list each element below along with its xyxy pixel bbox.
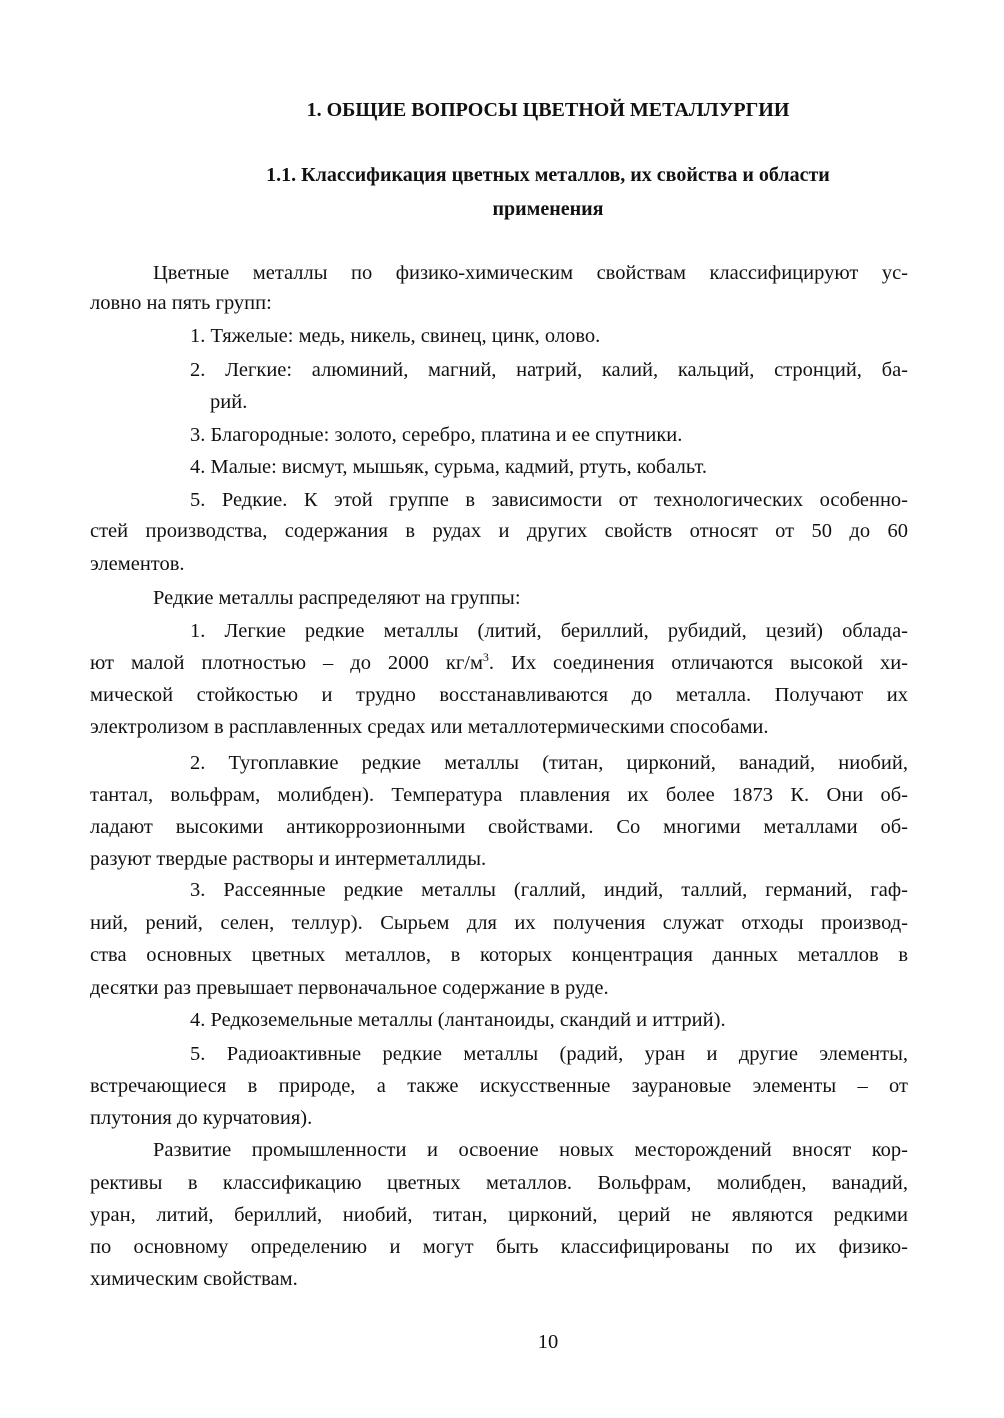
text-line	[190, 324, 600, 348]
text-line	[90, 1267, 298, 1291]
text-line	[90, 291, 272, 315]
text-segment: ловно на пять групп:	[90, 292, 272, 314]
text-segment: ний, рений, селен, теллур). Сырьем для их получения служат отходы производ-	[90, 912, 908, 934]
text-line	[90, 651, 908, 675]
text-line	[153, 1138, 908, 1162]
text-segment: 1. Легкие редкие металлы (литий, бериллий, рубидий, цезий) облада-	[190, 620, 908, 642]
text-line	[153, 586, 521, 610]
section-title-line-2: применения	[492, 198, 604, 220]
text-segment: десятки раз превышает первоначальное содержание в руде.	[90, 977, 609, 999]
text-line	[190, 751, 908, 775]
text-segment: уран, литий, бериллий, ниобий, титан, цирконий, церий не являются редкими	[90, 1204, 908, 1226]
text-line	[90, 1171, 908, 1195]
text-segment: 5. Редкие. К этой группе в зависимости от технологических особенно-	[190, 489, 908, 511]
text-segment: рективы в классификацию цветных металлов. Вольфрам, молибден, ванадий,	[90, 1172, 908, 1194]
text-segment: . Их соединения отличаются высокой хи-	[488, 652, 909, 674]
text-line	[190, 358, 908, 382]
text-line	[190, 878, 908, 902]
text-line	[190, 1008, 726, 1032]
text-line	[90, 815, 908, 839]
text-segment: Развитие промышленности и освоение новых месторождений вносят кор-	[153, 1139, 908, 1161]
text-segment: ют малой плотностью – до 2000 кг/м	[90, 652, 483, 674]
text-line	[90, 552, 185, 576]
text-segment: встречающиеся в природе, а также искусственные заурановые элементы – от	[90, 1075, 908, 1097]
text-line	[153, 261, 908, 285]
text-line	[90, 683, 908, 707]
text-segment: 4. Малые: висмут, мышьяк, сурьма, кадмий, ртуть, кобальт.	[190, 456, 707, 478]
text-segment: плутония до курчатовия).	[90, 1107, 313, 1129]
page-number: 10	[537, 1331, 559, 1353]
text-line	[90, 976, 609, 1000]
text-line	[90, 715, 769, 739]
text-line	[90, 1074, 908, 1098]
text-segment: электролизом в расплавленных средах или металлотермическими способами.	[90, 716, 769, 738]
chapter-title: 1. ОБЩИЕ ВОПРОСЫ ЦВЕТНОЙ МЕТАЛЛУРГИИ	[306, 99, 790, 121]
text-line	[190, 1042, 908, 1066]
text-line	[90, 783, 908, 807]
text-segment: 2. Легкие: алюминий, магний, натрий, калий, кальций, стронций, ба-	[190, 359, 908, 381]
text-line	[90, 943, 908, 967]
text-line	[190, 423, 682, 447]
text-segment: Цветные металлы по физико-химическим свойствам классифицируют ус-	[153, 262, 908, 284]
text-segment: 3. Рассеянные редкие металлы (галлий, индий, таллий, германий, гаф-	[190, 879, 908, 901]
text-segment: ладают высокими антикоррозионными свойствами. Со многими металлами об-	[90, 816, 908, 838]
text-segment: элементов.	[90, 553, 185, 575]
text-segment: 3. Благородные: золото, серебро, платина и ее спутники.	[190, 424, 683, 446]
text-line	[190, 455, 707, 479]
text-segment: ства основных цветных металлов, в которых концентрация данных металлов в	[90, 944, 908, 966]
text-segment: стей производства, содержания в рудах и других свойств относят от 50 до 60	[90, 520, 908, 542]
text-line	[90, 1235, 908, 1259]
text-segment: по основному определению и могут быть классифицированы по их физико-	[90, 1236, 908, 1258]
text-segment: разуют твердые растворы и интерметаллиды.	[90, 848, 487, 870]
text-line	[90, 1203, 908, 1227]
text-line	[90, 847, 486, 871]
text-line	[190, 619, 908, 643]
superscript: 3	[482, 650, 489, 664]
text-segment: 5. Радиоактивные редкие металлы (радий, уран и другие элементы,	[190, 1043, 908, 1065]
text-segment: тантал, вольфрам, молибден). Температура плавления их более 1873 К. Они об-	[90, 784, 908, 806]
text-segment: рий.	[210, 391, 248, 413]
text-segment: 4. Редкоземельные металлы (лантаноиды, скандий и иттрий).	[190, 1009, 726, 1031]
text-line	[90, 519, 908, 543]
text-line	[190, 488, 908, 512]
text-segment: 1. Тяжелые: медь, никель, свинец, цинк, олово.	[190, 325, 601, 347]
text-segment: 2. Тугоплавкие редкие металлы (титан, цирконий, ванадий, ниобий,	[190, 752, 908, 774]
text-segment: Редкие металлы распределяют на группы:	[153, 587, 521, 609]
text-line	[90, 1106, 312, 1130]
text-line	[210, 390, 247, 414]
section-title-line-1: 1.1. Классификация цветных металлов, их свойства и области	[266, 164, 830, 186]
text-segment: мической стойкостью и трудно восстанавливаются до металла. Получают их	[90, 684, 908, 706]
text-line	[90, 911, 908, 935]
text-segment: химическим свойствам.	[90, 1268, 298, 1290]
